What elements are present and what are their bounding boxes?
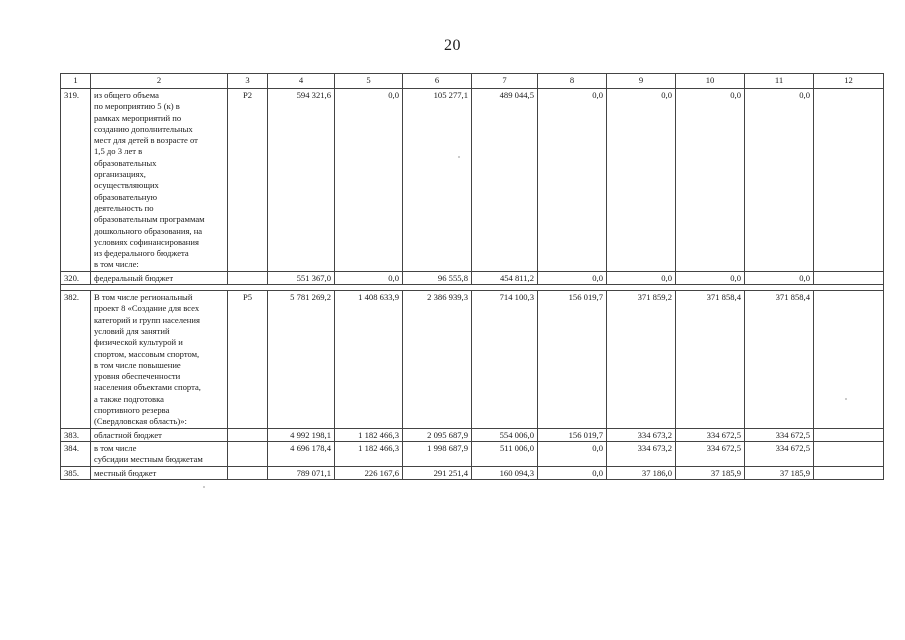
value-cell: 5 781 269,2 (268, 291, 335, 429)
value-cell: 4 992 198,1 (268, 428, 335, 441)
value-cell: 0,0 (607, 271, 676, 284)
code-cell: Р2 (228, 89, 268, 272)
value-cell: 371 858,4 (676, 291, 745, 429)
value-cell: 0,0 (538, 271, 607, 284)
value-cell: 2 386 939,3 (403, 291, 472, 429)
value-cell: 0,0 (745, 271, 814, 284)
header-row (61, 74, 884, 89)
value-cell: 0,0 (538, 89, 607, 272)
value-cell: 334 672,5 (676, 428, 745, 441)
value-cell: 37 186,0 (607, 466, 676, 479)
value-cell: 226 167,6 (335, 466, 403, 479)
description-cell: федеральный бюджет (91, 271, 228, 284)
row-number-cell: 384. (61, 441, 91, 466)
column-header: 4 (268, 74, 335, 89)
column-header: 10 (676, 74, 745, 89)
column-header: 1 (61, 74, 91, 89)
column-header: 7 (472, 74, 538, 89)
page-number: 20 (444, 37, 461, 54)
table-row (61, 428, 884, 441)
code-cell (228, 428, 268, 441)
value-cell (814, 466, 884, 479)
column-header: 6 (403, 74, 472, 89)
column-header: 3 (228, 74, 268, 89)
value-cell: 160 094,3 (472, 466, 538, 479)
scan-speck (845, 398, 847, 400)
value-cell: 105 277,1 (403, 89, 472, 272)
row-number-cell: 385. (61, 466, 91, 479)
code-cell (228, 271, 268, 284)
value-cell: 334 672,5 (745, 441, 814, 466)
value-cell: 1 182 466,3 (335, 428, 403, 441)
value-cell: 0,0 (676, 89, 745, 272)
table-row (61, 291, 884, 429)
value-cell: 0,0 (538, 466, 607, 479)
table-row (61, 441, 884, 466)
description-cell: местный бюджет (91, 466, 228, 479)
value-cell: 2 095 687,9 (403, 428, 472, 441)
value-cell: 1 182 466,3 (335, 441, 403, 466)
code-cell (228, 441, 268, 466)
column-header: 2 (91, 74, 228, 89)
row-number-cell: 319. (61, 89, 91, 272)
value-cell: 37 185,9 (745, 466, 814, 479)
description-cell: В том числе региональный проект 8 «Создание для всех категорий и групп населения условий для занятий физической культурой и спортом, массовым спортом, в том числе повышение уровня обеспеченности населения объектами спорта, а также подготовка спортивного резерва (Свердловская область)»: (91, 291, 228, 429)
description-cell: из общего объема по мероприятию 5 (к) в рамках мероприятий по созданию дополнительных мест для детей в возрасте от 1,5 до 3 лет в образовательных организациях, осуществляющих образовательную деятельность по образовательным программам дошкольного образования, на условиях софинансирования из федерального бюджета в том числе: (91, 89, 228, 272)
value-cell: 156 019,7 (538, 291, 607, 429)
value-cell: 789 071,1 (268, 466, 335, 479)
value-cell: 594 321,6 (268, 89, 335, 272)
description-cell: областной бюджет (91, 428, 228, 441)
column-header: 9 (607, 74, 676, 89)
value-cell (814, 441, 884, 466)
value-cell: 554 006,0 (472, 428, 538, 441)
value-cell: 156 019,7 (538, 428, 607, 441)
value-cell: 37 185,9 (676, 466, 745, 479)
budget-table (60, 73, 884, 480)
value-cell: 0,0 (538, 441, 607, 466)
column-header: 8 (538, 74, 607, 89)
code-cell: Р5 (228, 291, 268, 429)
value-cell: 1 998 687,9 (403, 441, 472, 466)
value-cell: 334 672,5 (676, 441, 745, 466)
value-cell: 511 006,0 (472, 441, 538, 466)
code-cell (228, 466, 268, 479)
row-number-cell: 382. (61, 291, 91, 429)
description-cell: в том числе субсидии местным бюджетам (91, 441, 228, 466)
value-cell: 0,0 (676, 271, 745, 284)
value-cell: 0,0 (607, 89, 676, 272)
value-cell (814, 271, 884, 284)
column-header: 12 (814, 74, 884, 89)
column-header: 11 (745, 74, 814, 89)
table-row (61, 271, 884, 284)
value-cell: 454 811,2 (472, 271, 538, 284)
value-cell: 0,0 (335, 271, 403, 284)
row-number-cell: 383. (61, 428, 91, 441)
row-number-cell: 320. (61, 271, 91, 284)
value-cell: 371 858,4 (745, 291, 814, 429)
value-cell: 489 044,5 (472, 89, 538, 272)
value-cell: 334 673,2 (607, 441, 676, 466)
value-cell (814, 428, 884, 441)
value-cell: 4 696 178,4 (268, 441, 335, 466)
value-cell: 551 367,0 (268, 271, 335, 284)
value-cell (814, 89, 884, 272)
value-cell: 0,0 (335, 89, 403, 272)
value-cell: 371 859,2 (607, 291, 676, 429)
value-cell: 1 408 633,9 (335, 291, 403, 429)
table-row (61, 466, 884, 479)
value-cell: 334 673,2 (607, 428, 676, 441)
value-cell: 0,0 (745, 89, 814, 272)
value-cell: 714 100,3 (472, 291, 538, 429)
column-header: 5 (335, 74, 403, 89)
value-cell (814, 291, 884, 429)
scan-speck (203, 486, 205, 488)
value-cell: 334 672,5 (745, 428, 814, 441)
table-row (61, 89, 884, 272)
value-cell: 291 251,4 (403, 466, 472, 479)
value-cell: 96 555,8 (403, 271, 472, 284)
scan-speck (458, 156, 460, 158)
